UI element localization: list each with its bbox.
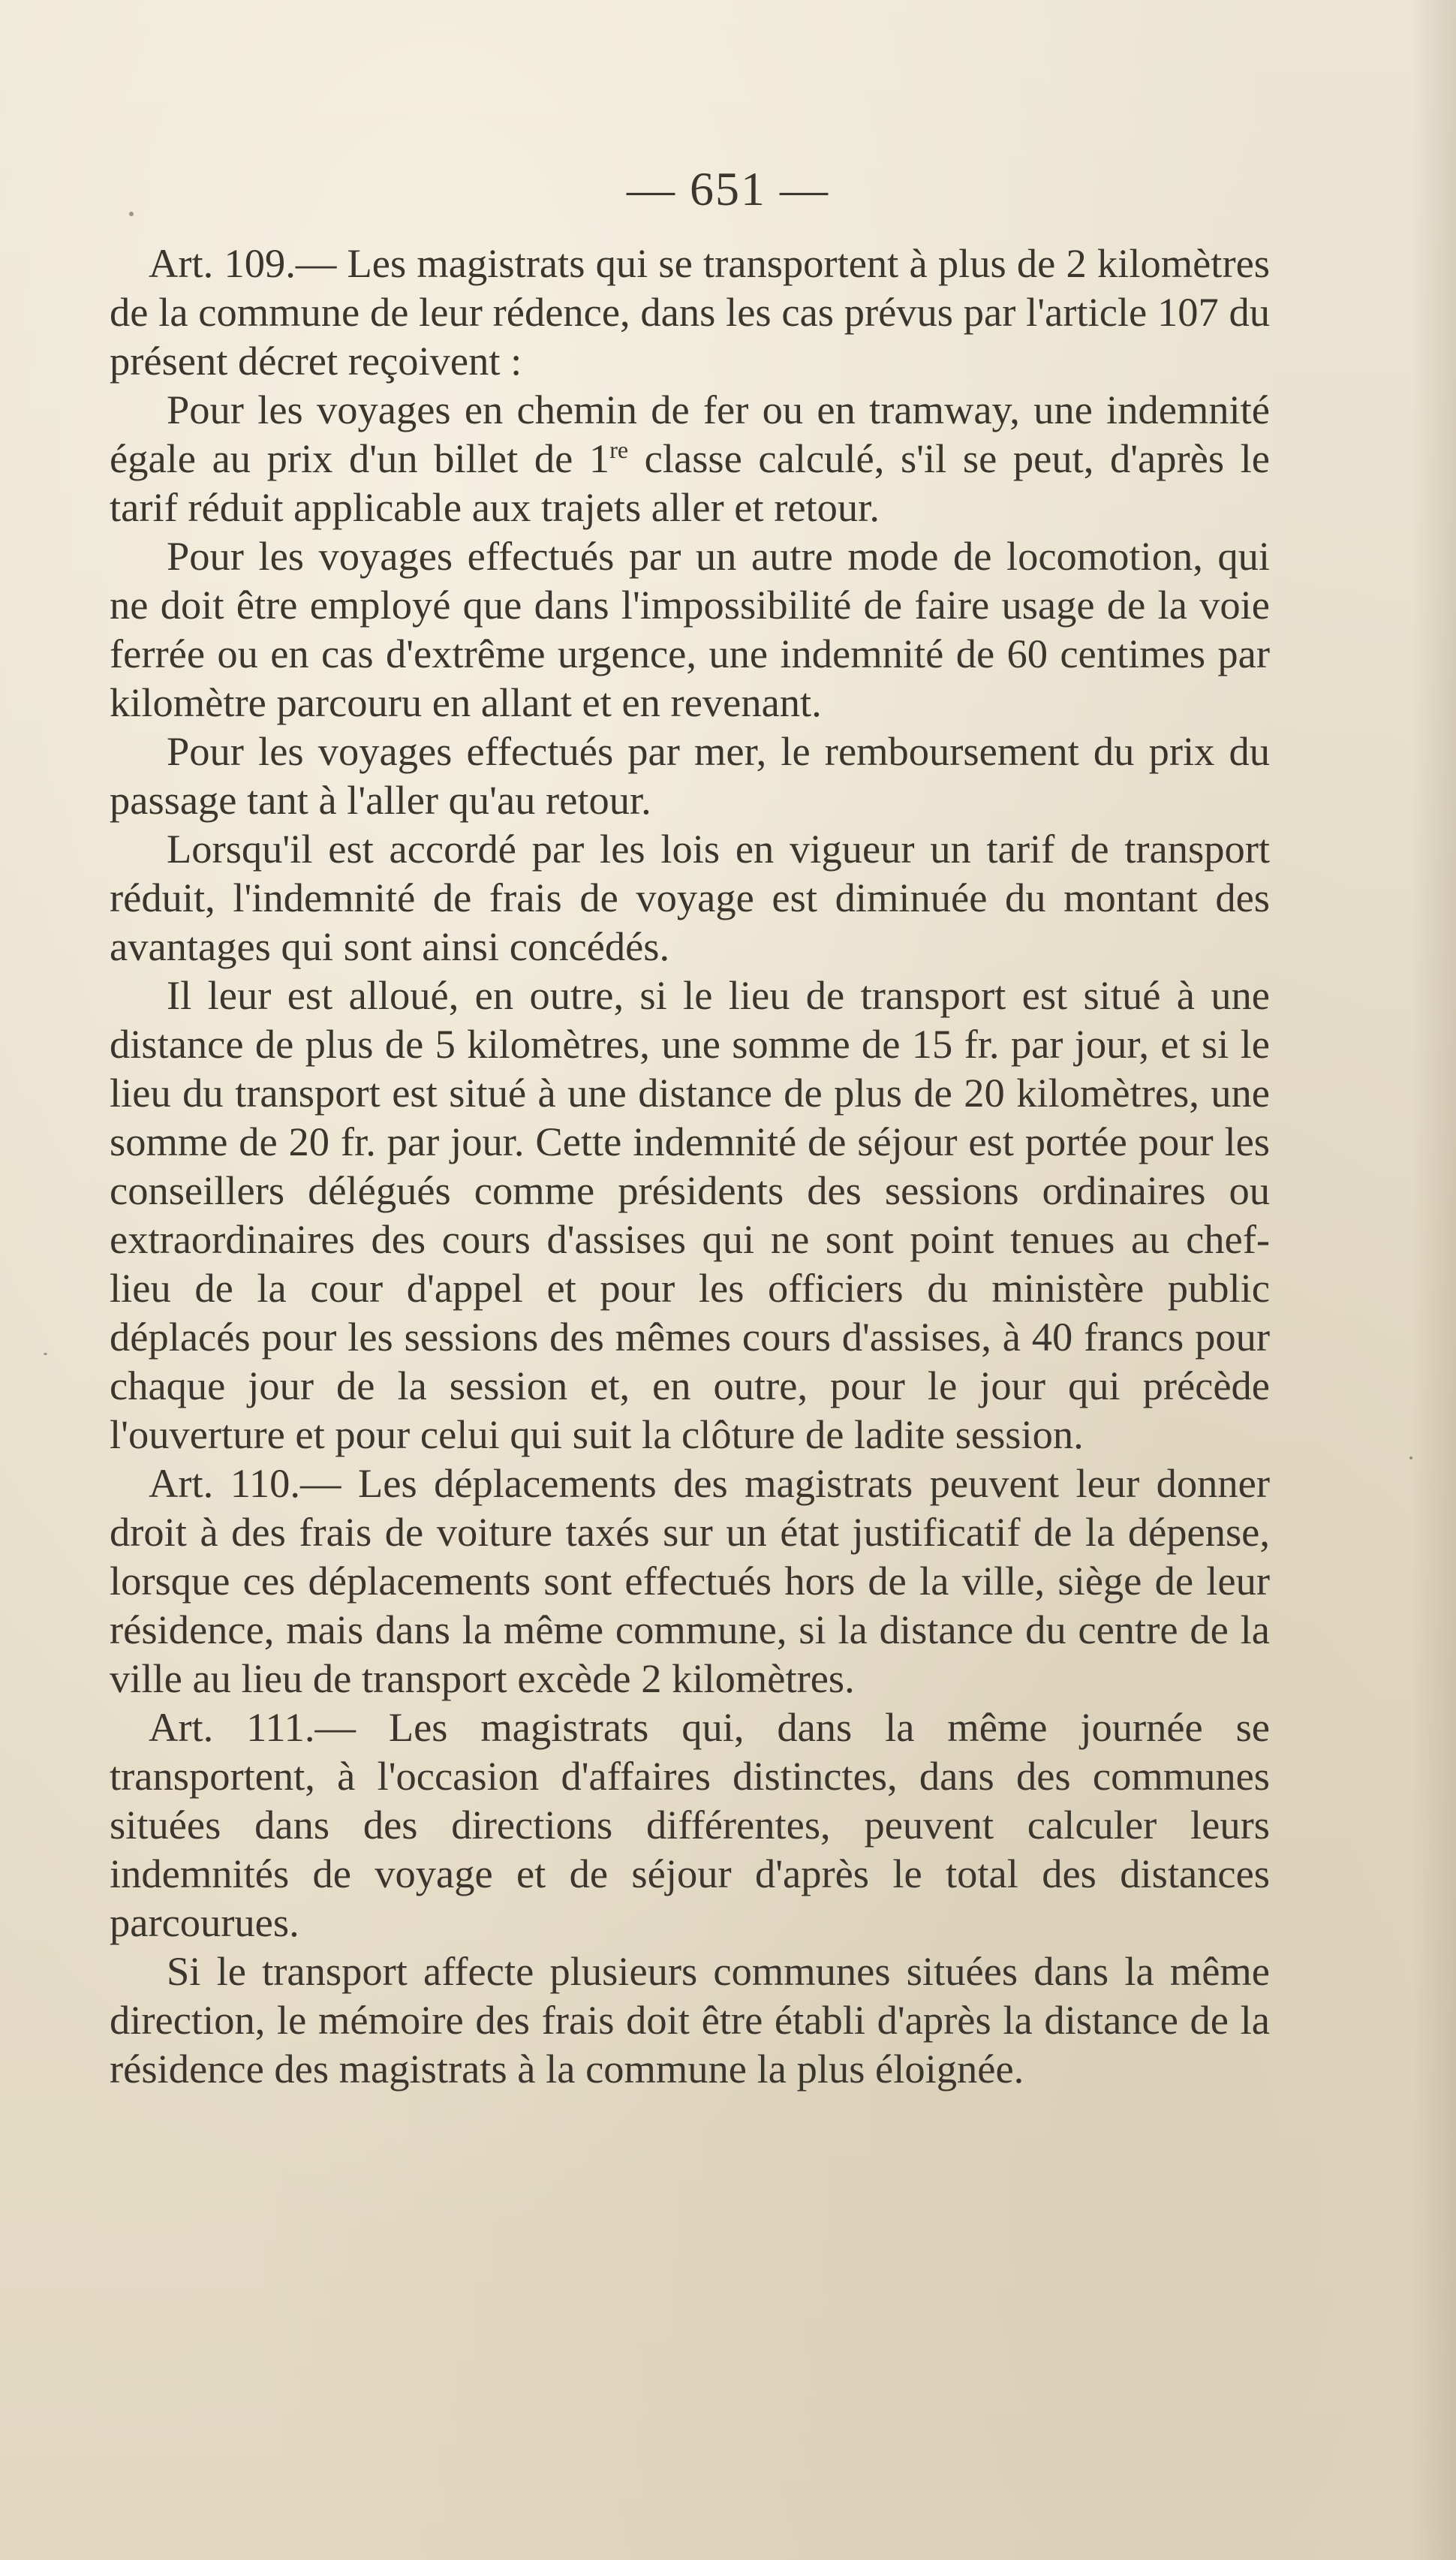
paper-speck <box>44 1353 47 1355</box>
other-travel-paragraph: Pour les voyages effectués par un autre mode de locomotion, qui ne doit être employé que dans l'impossibilité de faire usage de la voie ferrée ou en cas d'extrême urgence, une indemnité de 60 centimes par kilomètre parcouru en allant et en revenant. <box>110 533 1270 725</box>
reduced-fare-paragraph: Lorsqu'il est accordé par les lois en vigueur un tarif de transport réduit, l'indemnité de frais de voyage est diminuée du montant des avantages qui sont ainsi concédés. <box>110 826 1270 969</box>
paper-speck <box>129 212 134 216</box>
ordinal-superscript: re <box>609 435 629 463</box>
sea-travel-paragraph: Pour les voyages effectués par mer, le remboursement du prix du passage tant à l'aller qu'au retour. <box>110 728 1270 823</box>
rail-travel-paragraph <box>110 385 1270 532</box>
same-direction-paragraph: Si le transport affecte plusieurs communes situées dans la même direction, le mémoire des frais doit être établi d'après la distance de la résidence des magistrats à la commune la plus éloignée. <box>110 1948 1270 2092</box>
rail-travel-text-start: Pour les voyages en chemin de fer ou en tramway, une indemnité égale au prix d'un billet de 1 <box>110 387 1270 481</box>
article-109-paragraph: Art. 109.— Les magistrats qui se transportent à plus de 2 kilomètres de la commune de leur rédence, dans les cas prévus par l'article 107 du présent décret reçoivent : <box>110 240 1270 384</box>
page-edge-shadow <box>1411 0 1456 2560</box>
article-111-paragraph: Art. 111.— Les magistrats qui, dans la même journée se transportent, à l'occasion d'affaires distinctes, dans des communes situées dans des directions différentes, peuvent calculer leurs indemnités de voyage et de séjour d'après le total des distances parcourues. <box>110 1704 1270 1945</box>
document-body <box>110 239 1270 2093</box>
page-number: — 651 — <box>627 162 829 215</box>
article-110-paragraph: Art. 110.— Les déplacements des magistrats peuvent leur donner droit à des frais de voiture taxés sur un état justificatif de la dépense, lorsque ces déplacements sont effectués hors de la ville, siège de leur résidence, mais dans la même commune, si la distance du centre de la ville au lieu de transport excède 2 kilomètres. <box>110 1460 1270 1701</box>
stay-allowance-paragraph: Il leur est alloué, en outre, si le lieu de transport est situé à une distance de plus de 5 kilomètres, une somme de 15 fr. par jour, et si le lieu du transport est situé à une distance de plus de 20 kilomètres, une somme de 20 fr. par jour. Cette indemnité de séjour est portée pour les conseillers délégués comme présidents des sessions ordinaires ou extraordinaires des cours d'assises qui ne sont point tenues au chef-lieu de la cour d'appel et pour les officiers du ministère public déplacés pour les sessions des mêmes cours d'assises, à 40 francs pour chaque jour de la session et, en outre, pour le jour qui précède l'ouverture et pour celui qui suit la clôture de ladite session. <box>110 972 1270 1457</box>
paper-speck <box>1409 1456 1412 1459</box>
rail-travel-text-end: classe calculé, s'il se peut, d'après le tarif réduit applicable aux trajets aller et retour. <box>110 435 1270 530</box>
